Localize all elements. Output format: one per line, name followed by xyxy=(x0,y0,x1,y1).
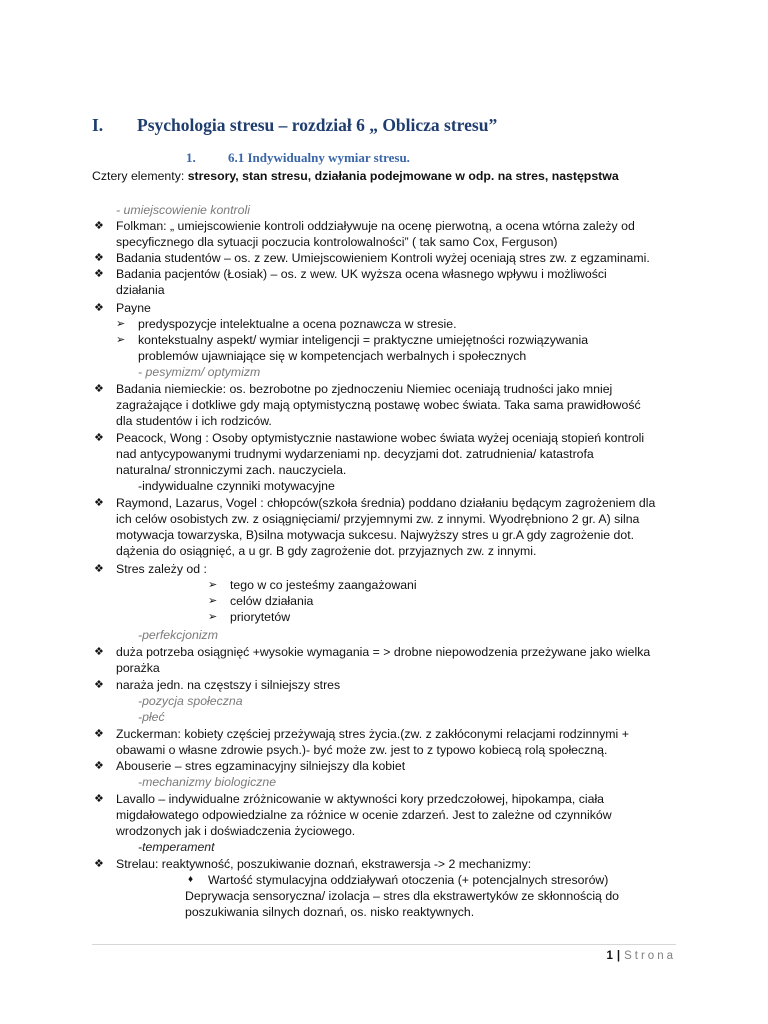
text-line: Raymond, Lazarus, Vogel : chłopców(szkoła średnia) poddano działaniu będącym zagrożeniem dla xyxy=(116,496,656,510)
chapter-number: I. xyxy=(92,115,104,135)
diamond-bullet-icon: ❖ xyxy=(94,760,104,772)
text-line: migdałowatego odpowiedzialne za różnice w ocenie zdarzeń. Jest to zależne od czynników xyxy=(116,808,612,822)
diamond-bullet-icon: ❖ xyxy=(94,432,104,444)
text-line: wrodzonych jak i doświadczenia życiowego. xyxy=(116,824,356,838)
text-line: problemów ujawniające się w kompetencjach werbalnych i społecznych xyxy=(138,349,527,363)
text-line: zagrażające i dotkliwe gdy mają optymistyczną postawę wobec świata. Taka sama prawidłowość xyxy=(116,398,641,412)
diamond-bullet-icon: ❖ xyxy=(94,220,104,232)
arrow-bullet-icon: ➢ xyxy=(208,595,218,607)
intro-text: stresory, stan stresu, działania podejmowane w odp. na stres, następstwa xyxy=(187,169,619,183)
text-line: Deprywacja sensoryczna/ izolacja – stres dla ekstrawertyków ze skłonnością do xyxy=(185,889,619,903)
text-line: Badania pacjentów (Łosiak) – os. z wew. UK wyższa ocena własnego wpływu i możliwości xyxy=(116,267,607,281)
diamond-bullet-icon: ❖ xyxy=(94,679,104,691)
text-line: motywacja towarzyska, B)silna motywacja sukcesu. Najwyższy stres u gr.A gdy zagrożenie dot. xyxy=(116,528,635,542)
diamond-bullet-icon: ❖ xyxy=(94,497,104,509)
page-footer xyxy=(606,950,676,962)
text-line: Lavallo – indywidualne zróżnicowanie w aktywności kory przedczołowej, hipokampa, ciała xyxy=(116,792,605,806)
arrow-bullet-icon: ➢ xyxy=(116,318,126,330)
diamond-bullet-icon: ❖ xyxy=(94,728,104,740)
text-line: Stres zależy od : xyxy=(116,562,207,576)
subheading-biological-mechanisms: -mechanizmy biologiczne xyxy=(138,775,277,789)
section-number: 1. xyxy=(186,150,196,165)
diamond-bullet-icon: ❖ xyxy=(94,383,104,395)
arrow-bullet-icon: ➢ xyxy=(116,334,126,346)
page-number: 1 xyxy=(606,950,613,962)
text-line: dla studentów i ich rodziców. xyxy=(116,414,272,428)
chapter-title: Psychologia stresu – rozdział 6 „ Oblicza stresu” xyxy=(137,115,498,135)
text-line: Peacock, Wong : Osoby optymistycznie nastawione wobec świata wyżej oceniają stopień kontroli xyxy=(116,431,645,445)
text-line: Payne xyxy=(116,301,151,315)
text-line: Badania niemieckie: os. bezrobotne po zjednoczeniu Niemiec oceniają trudności jako mniej xyxy=(116,382,613,396)
text-line: predyspozycje intelektualne a ocena poznawcza w stresie. xyxy=(138,317,457,331)
text-line: ich celów osobistych zw. z osiągnięciami/ przyjemnymi zw. z innymi. Wyodrębniono 2 gr. A) silna xyxy=(116,512,640,526)
text-line: nad antycypowanymi trudnymi wydarzeniami np. decyzjami dot. zatrudnienia/ katastrofa xyxy=(116,447,594,461)
subheading-perfectionism: -perfekcjonizm xyxy=(138,628,218,642)
footer-page-word: Strona xyxy=(624,950,676,962)
text-line: Strelau: reaktywność, poszukiwanie doznań, ekstrawersja -> 2 mechanizmy: xyxy=(116,857,532,871)
text-line: celów działania xyxy=(230,594,314,608)
diamond-bullet-icon: ❖ xyxy=(94,268,104,280)
text-line: poszukiwania silnych doznań, os. nisko reaktywnych. xyxy=(185,905,475,919)
text-line: obawami o własne zdrowie psych.)- być może zw. jest to z typowo kobiecą rolą społeczną. xyxy=(116,743,608,757)
text-line: porażka xyxy=(116,661,160,675)
small-diamond-bullet-icon: ♦ xyxy=(188,874,194,885)
diamond-bullet-icon: ❖ xyxy=(94,858,104,870)
diamond-bullet-icon: ❖ xyxy=(94,563,104,575)
subheading-social-position: -pozycja społeczna xyxy=(138,694,243,708)
section-title: 6.1 Indywidualny wymiar stresu. xyxy=(228,150,410,165)
arrow-bullet-icon: ➢ xyxy=(208,611,218,623)
text-line: Badania studentów – os. z zew. Umiejscowieniem Kontroli wyżej oceniają stres zw. z egzaminami. xyxy=(116,251,650,265)
text-line: tego w co jesteśmy zaangażowani xyxy=(230,578,417,592)
diamond-bullet-icon: ❖ xyxy=(94,302,104,314)
diamond-bullet-icon: ❖ xyxy=(94,793,104,805)
text-line: Folkman: „ umiejscowienie kontroli oddziaływuje na ocenę pierwotną, a ocena wtórna zależy od xyxy=(116,219,635,233)
text-line: naturalna/ stronniczymi zach. nauczyciela. xyxy=(116,463,347,477)
subheading-temperament: -temperament xyxy=(138,840,215,854)
diamond-bullet-icon: ❖ xyxy=(94,252,104,264)
subheading-pessimism-optimism: - pesymizm/ optymizm xyxy=(138,365,261,379)
text-line: naraża jedn. na częstszy i silniejszy stres xyxy=(116,678,341,692)
intro-label: Cztery elementy: xyxy=(92,169,185,183)
text-line: specyficznego dla sytuacji poczucia kontrolowalności” ( tak samo Cox, Ferguson) xyxy=(116,235,558,249)
text-line: Wartość stymulacyjna oddziaływań otoczenia (+ potencjalnych stresorów) xyxy=(208,873,609,887)
text-line: działania xyxy=(116,283,165,297)
text-line: Zuckerman: kobiety częściej przeżywają stres życia.(zw. z zakłóconymi relacjami rodzinnymi + xyxy=(116,727,629,741)
text-line: kontekstualny aspekt/ wymiar inteligencji = praktyczne umiejętności rozwiązywania xyxy=(138,333,589,347)
subheading-motivation: -indywidualne czynniki motywacyjne xyxy=(138,479,335,493)
diamond-bullet-icon: ❖ xyxy=(94,646,104,658)
text-line: priorytetów xyxy=(230,610,291,624)
arrow-bullet-icon: ➢ xyxy=(208,579,218,591)
subheading-sex: -płeć xyxy=(138,710,165,724)
footer-separator: | xyxy=(616,950,621,962)
footer-divider xyxy=(92,944,676,945)
text-line: duża potrzeba osiągnięć +wysokie wymagania = > drobne niepowodzenia przeżywane jako wielka xyxy=(116,645,651,659)
subheading-locus-of-control: - umiejscowienie kontroli xyxy=(116,203,250,217)
text-line: dążenia do osiągnięć, a u gr. B gdy zagrożenie dot. przyjaznych zw. z innymi. xyxy=(116,544,537,558)
intro-line xyxy=(92,168,619,184)
text-line: Abouserie – stres egzaminacyjny silniejszy dla kobiet xyxy=(116,759,406,773)
